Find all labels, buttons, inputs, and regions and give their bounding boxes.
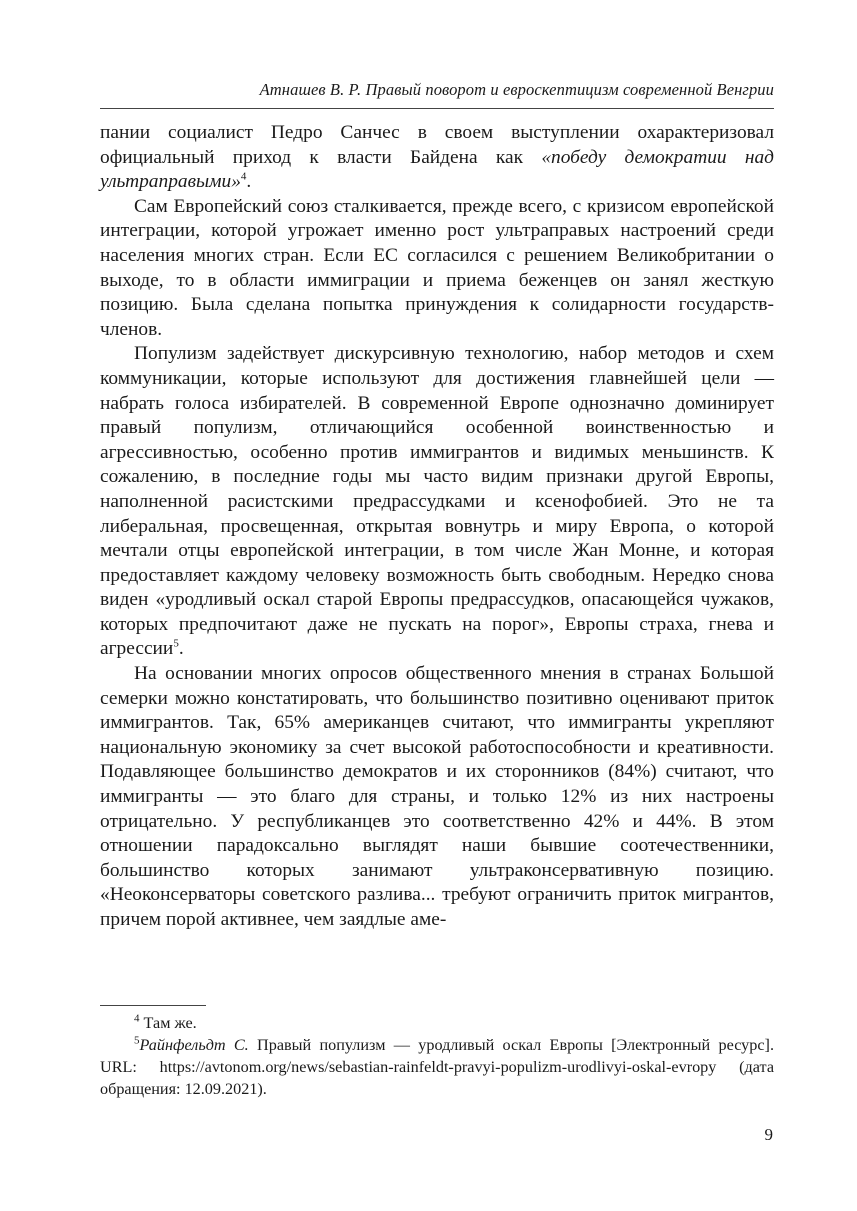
footnote-5-text: Правый популизм — уродливый оскал Европы [Электронный ресурс]. URL: https://avtonom.org/news/sebastian-rainfeldt-pravyi-populizm-urodlivyi-oskal-evropy (дата обращения: 12.09.2021). — [100, 1036, 774, 1098]
paragraph-4-text: На основании многих опросов общественного мнения в странах Большой семерки можно констатировать, что большинство позитивно оценивают приток иммигрантов. Так, 65% американцев считают, что иммигранты укрепляют национальную экономику за счет высокой работоспособности и креативности. Подавляющее большинство демократов и их сторонников (84%) считают, что иммигранты — это благо для страны, и только 12% из них настроены отрицательно. У республиканцев это соответственно 42% и 44%. В этом отношении парадоксально выглядят наши бывшие соотечественники, большинство которых занимают ультраконсервативную позицию. «Неоконсерваторы советского разлива... требуют ограничить приток мигрантов, причем порой активнее, чем заядлые аме- — [100, 663, 774, 930]
footnote-4-text: Там же. — [139, 1014, 197, 1032]
paragraph-1 — [100, 121, 774, 195]
paragraph-1-quote: «победу демократии над ультраправыми» — [100, 146, 774, 193]
running-title: Атнашев В. Р. Правый поворот и евроскептицизм современной Венгрии — [259, 80, 774, 99]
paragraph-3-end: . — [178, 638, 184, 660]
paragraph-3 — [100, 342, 774, 662]
footnote-4-number: 4 — [134, 1012, 140, 1025]
footnote-separator — [100, 1005, 206, 1006]
paragraph-3-text: Популизм задействует дискурсивную технологию, набор методов и схем коммуникации, которые используют для достижения главнейшей цели — набрать голоса избирателей. В современной Европе однозначно доминирует правый популизм, отличающийся особенной воинственностью и агрессивностью, особенно против иммигрантов и видимых меньшинств. К сожалению, в последние годы мы часто видим признаки другой Европы, наполненной расистскими предрассудками и ксенофобией. Это не та либеральная, просвещенная, открытая вовнутрь и миру Европа, о которой мечтали отцы европейской интеграции, в том числе Жан Монне, и которая предоставляет каждому человеку возможность быть свободным. Нередко снова виден «уродливый оскал старой Европы предрассудков, опасающейся чужаков, которых предпочитают даже не пускать на порог», Европы страха, гнева и агрессии — [100, 343, 774, 660]
footnote-5-number: 5 — [134, 1034, 140, 1047]
body-text — [100, 121, 774, 933]
page — [100, 70, 774, 933]
paragraph-1-end: . — [246, 171, 252, 193]
footnote-4 — [100, 1012, 774, 1034]
page-number: 9 — [764, 1125, 773, 1144]
footnote-ref-4[interactable]: 4 — [240, 170, 247, 183]
running-header — [100, 70, 774, 109]
paragraph-4 — [100, 662, 774, 933]
paragraph-1-text: пании социалист Педро Санчес в своем выступлении охарактеризовал официальный приход к власти Байдена как — [100, 122, 774, 168]
paragraph-2-text: Сам Европейский союз сталкивается, прежде всего, с кризисом европейской интеграции, которой угрожает именно рост ультраправых настроений среди населения многих стран. Если ЕС согласился с решением Великобритании о выходе, то в области иммиграции и приема беженцев он занял жесткую позицию. Была сделана попытка принуждения к солидарности государств-членов. — [100, 195, 774, 340]
footnote-5 — [100, 1034, 774, 1100]
footnotes — [100, 1005, 774, 1100]
paragraph-2 — [100, 195, 774, 343]
footnote-5-author: Райнфельдт С. — [139, 1036, 249, 1054]
footnote-ref-5[interactable]: 5 — [173, 638, 179, 650]
